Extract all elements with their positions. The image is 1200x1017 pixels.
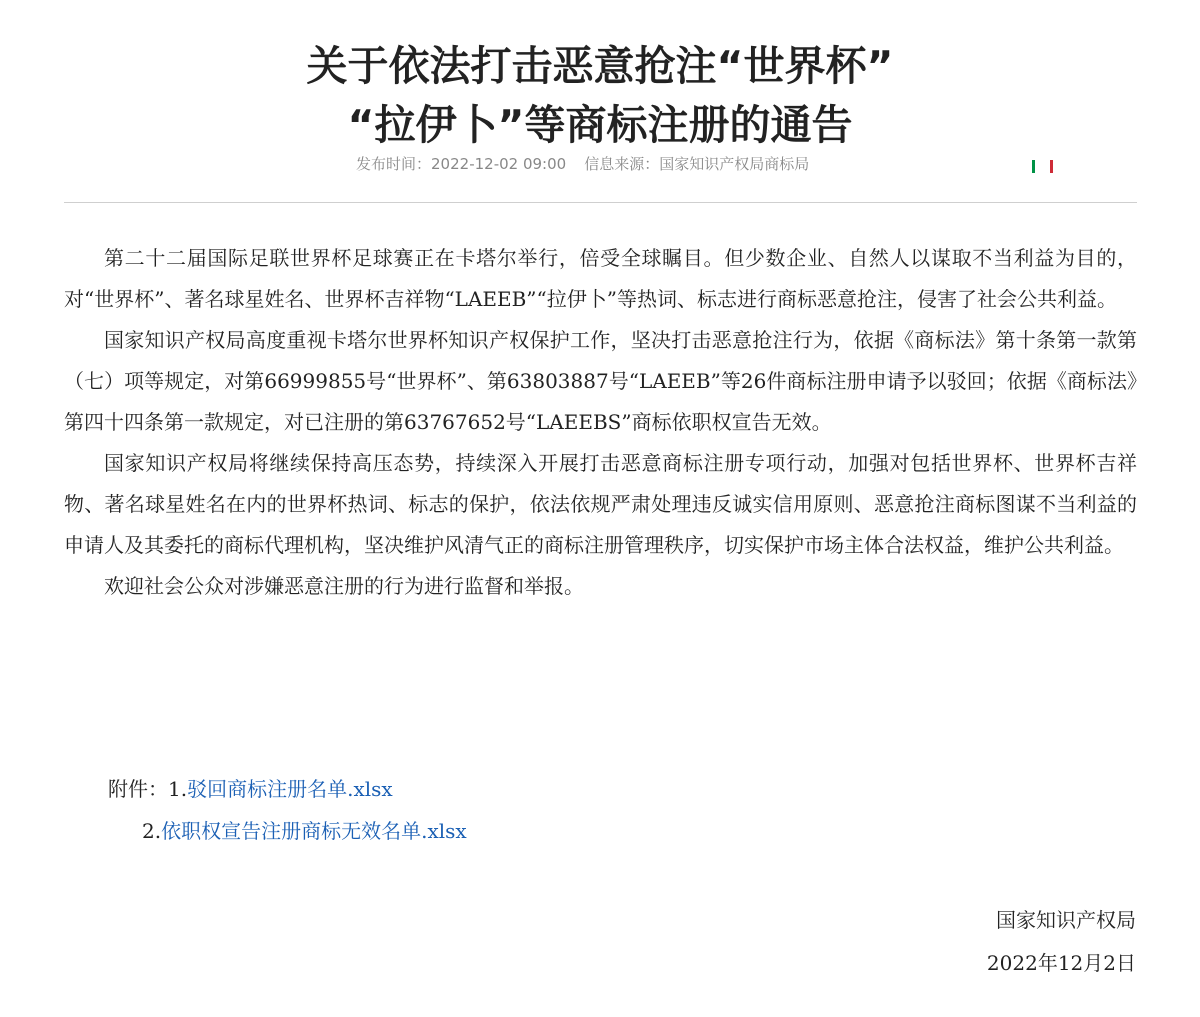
attachment-row <box>108 768 467 810</box>
flag-stripe-white <box>1041 160 1044 173</box>
flag-stripe-green <box>1032 160 1035 173</box>
header-divider <box>64 202 1137 203</box>
source-value: 国家知识产权局商标局 <box>659 155 810 173</box>
title-line-2: “拉伊卜”等商标注册的通告 <box>347 101 853 150</box>
italy-flag-icon[interactable] <box>1032 160 1054 173</box>
attachment-number: 1. <box>168 777 188 801</box>
attachment-link-rejected-list[interactable]: 驳回商标注册名单.xlsx <box>187 777 393 801</box>
signature-org: 国家知识产权局 <box>996 908 1136 932</box>
title-line-1: 关于依法打击恶意抢注“世界杯” <box>306 42 894 91</box>
attachments-label: 附件： <box>108 777 168 801</box>
paragraph: 国家知识产权局将继续保持高压态势，持续深入开展打击恶意商标注册专项行动，加强对包括世界杯、世界杯吉祥物、著名球星姓名在内的世界杯热词、标志的保护，依法依规严肃处理违反诚实信用原则、恶意抢注商标图谋不当利益的申请人及其委托的商标代理机构，坚决维护风清气正的商标注册管理秩序，切实保护市场主体合法权益，维护公共利益。 <box>64 451 1137 557</box>
page-title <box>0 41 1200 150</box>
attachment-number: 2. <box>142 819 162 843</box>
publish-time-label: 发布时间： <box>356 155 432 173</box>
source-label: 信息来源： <box>584 155 660 173</box>
signature-date: 2022年12月2日 <box>986 951 1136 975</box>
article-meta <box>356 153 809 174</box>
publish-time: 2022-12-02 09:00 <box>431 155 567 173</box>
paragraph: 国家知识产权局高度重视卡塔尔世界杯知识产权保护工作，坚决打击恶意抢注行为，依据《商标法》第十条第一款第（七）项等规定，对第66999855号“世界杯”、第63803887号“LAEEB”等26件商标注册申请予以驳回；依据《商标法》第四十四条第一款规定，对已注册的第63767652号“LAEEBS”商标依职权宣告无效。 <box>64 328 1137 434</box>
attachment-row <box>108 810 467 852</box>
flag-stripe-red <box>1050 160 1053 173</box>
attachment-link-invalidated-list[interactable]: 依职权宣告注册商标无效名单.xlsx <box>161 819 467 843</box>
article-body <box>64 238 1137 607</box>
paragraph: 欢迎社会公众对涉嫌恶意注册的行为进行监督和举报。 <box>104 574 584 598</box>
attachments <box>108 768 467 852</box>
paragraph: 第二十二届国际足联世界杯足球赛正在卡塔尔举行，倍受全球瞩目。但少数企业、自然人以谋取不当利益为目的，对“世界杯”、著名球星姓名、世界杯吉祥物“LAEEB”“拉伊卜”等热词、标志进行商标恶意抢注，侵害了社会公共利益。 <box>64 246 1137 311</box>
